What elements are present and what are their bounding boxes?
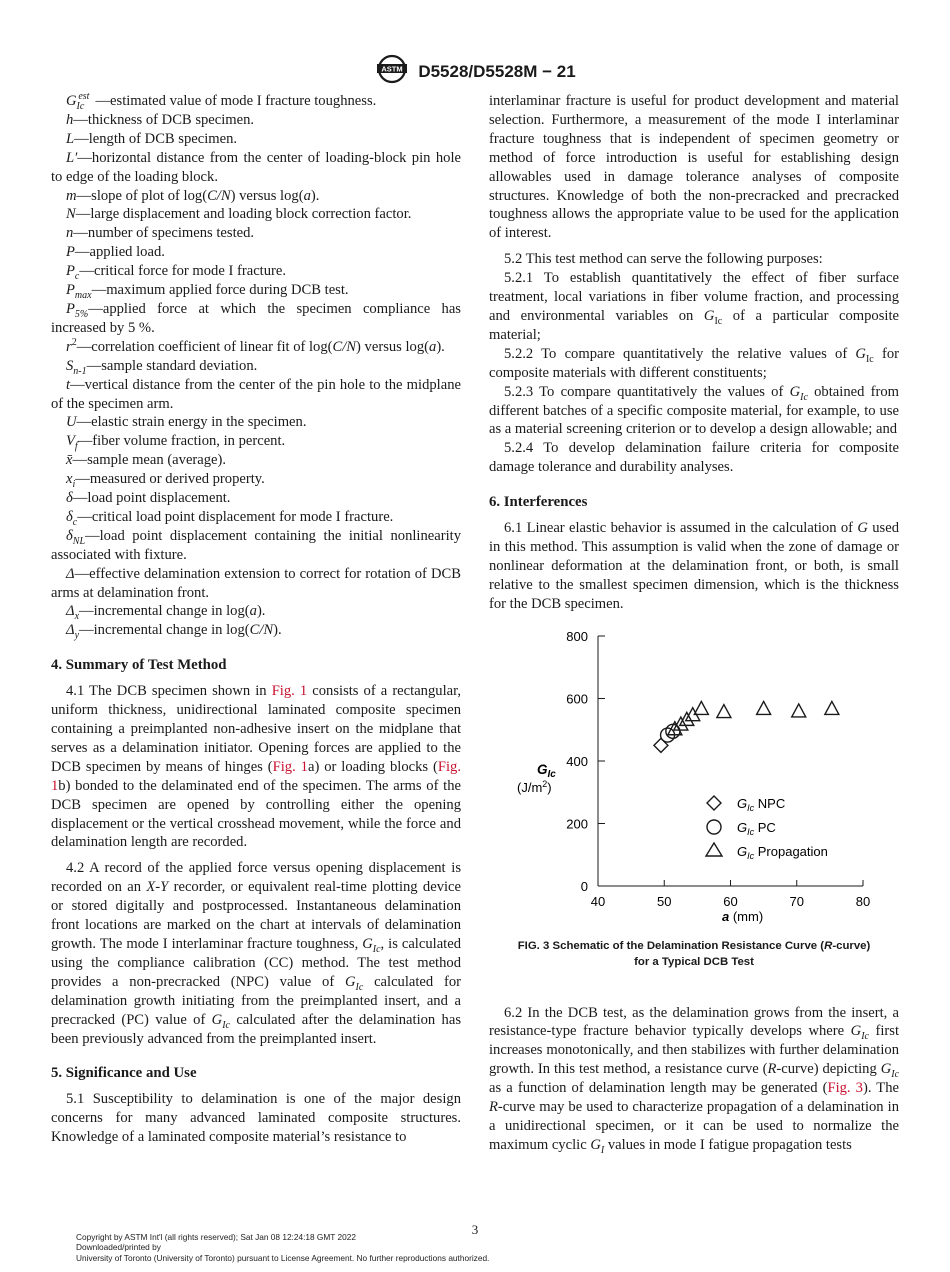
y-tick-label: 800 — [566, 628, 588, 644]
para-5-2-2: 5.2.2 To compare quantitatively the relative values of $G_{Ic}$ for composite materials with different constituents; — [489, 345, 899, 381]
para-5-1: 5.1 Susceptibility to delamination is one of the major design concerns for many advanced laminated composite structures. Knowledge of a laminated composite material’s resistance to — [51, 1091, 461, 1146]
section-6-heading: 6. Interferences — [489, 494, 588, 511]
legend — [706, 796, 828, 861]
legend-propagation-marker-icon — [706, 843, 722, 856]
propagation-point — [792, 704, 806, 717]
fig-1b-link[interactable]: Fig. 1 — [51, 758, 461, 794]
legend-pc-marker-icon — [707, 820, 721, 834]
def-t: t—vertical distance from the center of the pin hole to the midplane of the specimen arm. — [51, 376, 461, 412]
para-5-2-3: 5.2.3 To compare quantitatively the values of $G_{Ic}$ obtained from different batches of a specific composite material, for example, to use as a material screening criterion or to develop a design allowable; and — [489, 383, 899, 438]
y-tick-label: 400 — [566, 753, 588, 769]
para-5-1-continued: interlaminar fracture is useful for product development and material selection. Furthermore, a measurement of the mode I interlaminar fracture toughness that is independent of specimen geometry or method of force introduction is useful for establishing design allowables used in damage tolerance analyses of composite structures. Knowledge of both the non-precracked and precracked toughness allows the appropriate value to be used for the application of interest. — [489, 93, 899, 242]
para-6-2: 6.2 In the DCB test, as the delamination grows from the insert, a resistance-type fracture behavior typically develops where $G_{Ic}$ first increases monotonically, and then stabilizes with further delamination growth. In this test method, a resistance curve (R-curve) depicting $G_{Ic}$ as a function of delamination length may be generated (Fig. 3). The R-curve may be used to characterize propagation of a delamination in a unidirectional specimen, or it can be used to normalize the maximum cyclic $G_I$ values in mode I fatigue propagation tests — [489, 1004, 900, 1156]
def-L: L—length of DCB specimen. — [66, 130, 238, 147]
footer-downloaded: Downloaded/printed by — [76, 1242, 161, 1253]
x-tick-label: 50 — [657, 893, 672, 909]
page-footer — [76, 1232, 489, 1263]
def-h: h—thickness of DCB specimen. — [66, 111, 255, 128]
def-n: n—number of specimens tested. — [66, 225, 255, 242]
y-tick-label: 600 — [566, 691, 588, 707]
section-4-heading: 4. Summary of Test Method — [51, 657, 227, 674]
propagation-point — [757, 701, 771, 714]
def-xi: $x_i—measured$ or derived property. — [66, 471, 265, 491]
legend-npc-marker-icon — [707, 796, 721, 810]
y-axis-label: $G_{Ic}$ — [537, 761, 556, 780]
propagation-point — [694, 701, 708, 714]
propagation-point — [825, 701, 839, 714]
para-5-2-4: 5.2.4 To develop delamination failure criteria for composite damage tolerance and durability analyses. — [489, 440, 899, 476]
def-P: P—applied load. — [66, 244, 165, 261]
footer-copyright: Copyright by ASTM Int'l (all rights reserved); Sat Jan 08 12:24:18 GMT 2022 — [76, 1232, 356, 1242]
legend-npc-label: $G_{Ic}$ NPC — [737, 795, 786, 813]
def-Vf: $V_f—fiber$ volume fraction, in percent. — [66, 433, 286, 453]
x-tick-label: 80 — [855, 893, 871, 909]
right-column — [489, 92, 899, 1155]
def-Delta: Δ—effective delamination extension to correct for rotation of DCB arms at delamination front. — [51, 565, 461, 601]
x-tick-label: 70 — [789, 893, 804, 909]
x-axis-label: a (mm) — [722, 908, 764, 924]
y-tick-label: 200 — [566, 816, 588, 832]
fig-1a-link[interactable]: Fig. 1 — [272, 758, 308, 775]
figure-3-caption: FIG. 3 Schematic of the Delamination Resistance Curve (R-curve) for a Typical DCB Test — [517, 939, 871, 968]
def-U: U—elastic strain energy in the specimen. — [66, 414, 307, 431]
y-axis-units: $(J/m^2)$ — [517, 778, 552, 795]
footer-license: University of Toronto (University of Toronto) pursuant to License Agreement. No further reproductions authorized. — [76, 1252, 490, 1263]
x-tick-label: 40 — [590, 893, 606, 909]
propagation-point — [717, 704, 731, 717]
x-tick-label: 60 — [723, 893, 738, 909]
def-gic-est: $G_{Ic}^{est}$ —estimated value of mode I fracture toughness. — [66, 91, 377, 112]
para-4-2: 4.2 A record of the applied force versus opening displacement is recorded on an X-Y recorder, or equivalent real-time plotting device or stored digitally and postprocessed. Instantaneous delamination front locations are marked on the chart at intervals of delamination growth. The mode I interlaminar fracture toughness, $G_{Ic}$, is calculated using the compliance calibration (CC) method. The test method provides a non-precracked (NPC) value of $G_{Ic}$ calculated for delamination growth initiating from the preimplanted insert, and a precracked (PC) value of $G_{Ic}$ calculated after the delamination has been previously advanced from the preimplanted insert. — [51, 860, 462, 1047]
left-column — [51, 92, 461, 1147]
legend-pc-label: $G_{Ic}$ PC — [737, 819, 776, 837]
para-4-1: 4.1 The DCB specimen shown in Fig. 1 consists of a rectangular, uniform thickness, unidirectional laminated composite specimen containing a preimplanted non-adhesive insert on the midplane that serves as a delamination initiator. Opening forces are applied to the DCB specimen by means of hinges (Fig. 1a) or loading blocks (Fig. 1b) bonded to the delaminated end of the specimen. The arms of the DCB specimen are opened by controlling either the opening displacement or the vertical crosshead movement, while the force and delamination length are recorded. — [51, 683, 462, 851]
def-xbar: x̄—sample mean (average). — [66, 452, 227, 469]
def-Pmax: $P_{max}—maximum$ applied force during DCB test. — [66, 282, 349, 301]
def-delta-nl: $\delta_{NL}—load$ point displacement containing the initial nonlinearity associated with fixture. — [51, 527, 461, 563]
para-6-1: 6.1 Linear elastic behavior is assumed in the calculation of G used in this method. This assumption is valid when the zone of damage or nonlinear deformation at the delamination front, or both, is small relative to the smallest specimen dimension, which is the thickness for the DCB specimen. — [489, 520, 899, 612]
y-tick-label: 0 — [580, 878, 588, 894]
para-5-2-1: 5.2.1 To establish quantitatively the effect of fiber surface treatment, local variations in fiber volume fraction, and processing and environmental variables on $G_{Ic}$ of a particular composite material; — [489, 270, 899, 343]
def-delta: δ—load point displacement. — [66, 490, 231, 507]
def-Delta-x: $\Delta_x—incremental$ change in log(a). — [66, 603, 266, 623]
def-m: m—slope of plot of log(C/N) versus log(a). — [66, 187, 320, 204]
logo-text: ASTM — [381, 64, 403, 74]
def-Sn: $S_{n-1}—sample$ standard deviation. — [66, 357, 258, 377]
document-id: D5528/D5528M − 21 — [418, 61, 576, 81]
page-number: 3 — [471, 1222, 479, 1237]
npc-point — [654, 738, 668, 752]
def-P5: $P_{5\%}—applied$ force at which the specimen compliance has increased by 5 %. — [51, 300, 461, 336]
page-header — [0, 54, 950, 89]
fig-3-link[interactable]: Fig. 3 — [827, 1080, 863, 1097]
def-N: N—large displacement and loading block correction factor. — [66, 206, 412, 223]
para-5-2: 5.2 This test method can serve the following purposes: — [504, 251, 823, 268]
def-Delta-y: $\Delta_y—incremental$ change in log(C/N). — [66, 622, 282, 642]
r-curve-chart — [489, 624, 899, 934]
def-Pc: $P_c—critical$ force for mode I fracture. — [66, 263, 287, 283]
def-r2: $r^2—correlation$ coefficient of linear fit of log(C/N) versus log(a). — [66, 336, 445, 355]
def-delta-c: $\delta_c—critical$ load point displacement for mode I fracture. — [66, 508, 394, 528]
figure-3 — [489, 624, 899, 934]
section-5-heading: 5. Significance and Use — [51, 1065, 197, 1082]
def-L-prime: L′—horizontal distance from the center of loading-block pin hole to edge of the loading block. — [51, 149, 461, 185]
fig-1-link[interactable]: Fig. 1 — [271, 683, 308, 700]
astm-logo-icon — [374, 54, 410, 89]
legend-propagation-label: $G_{Ic}$ Propagation — [737, 843, 828, 861]
